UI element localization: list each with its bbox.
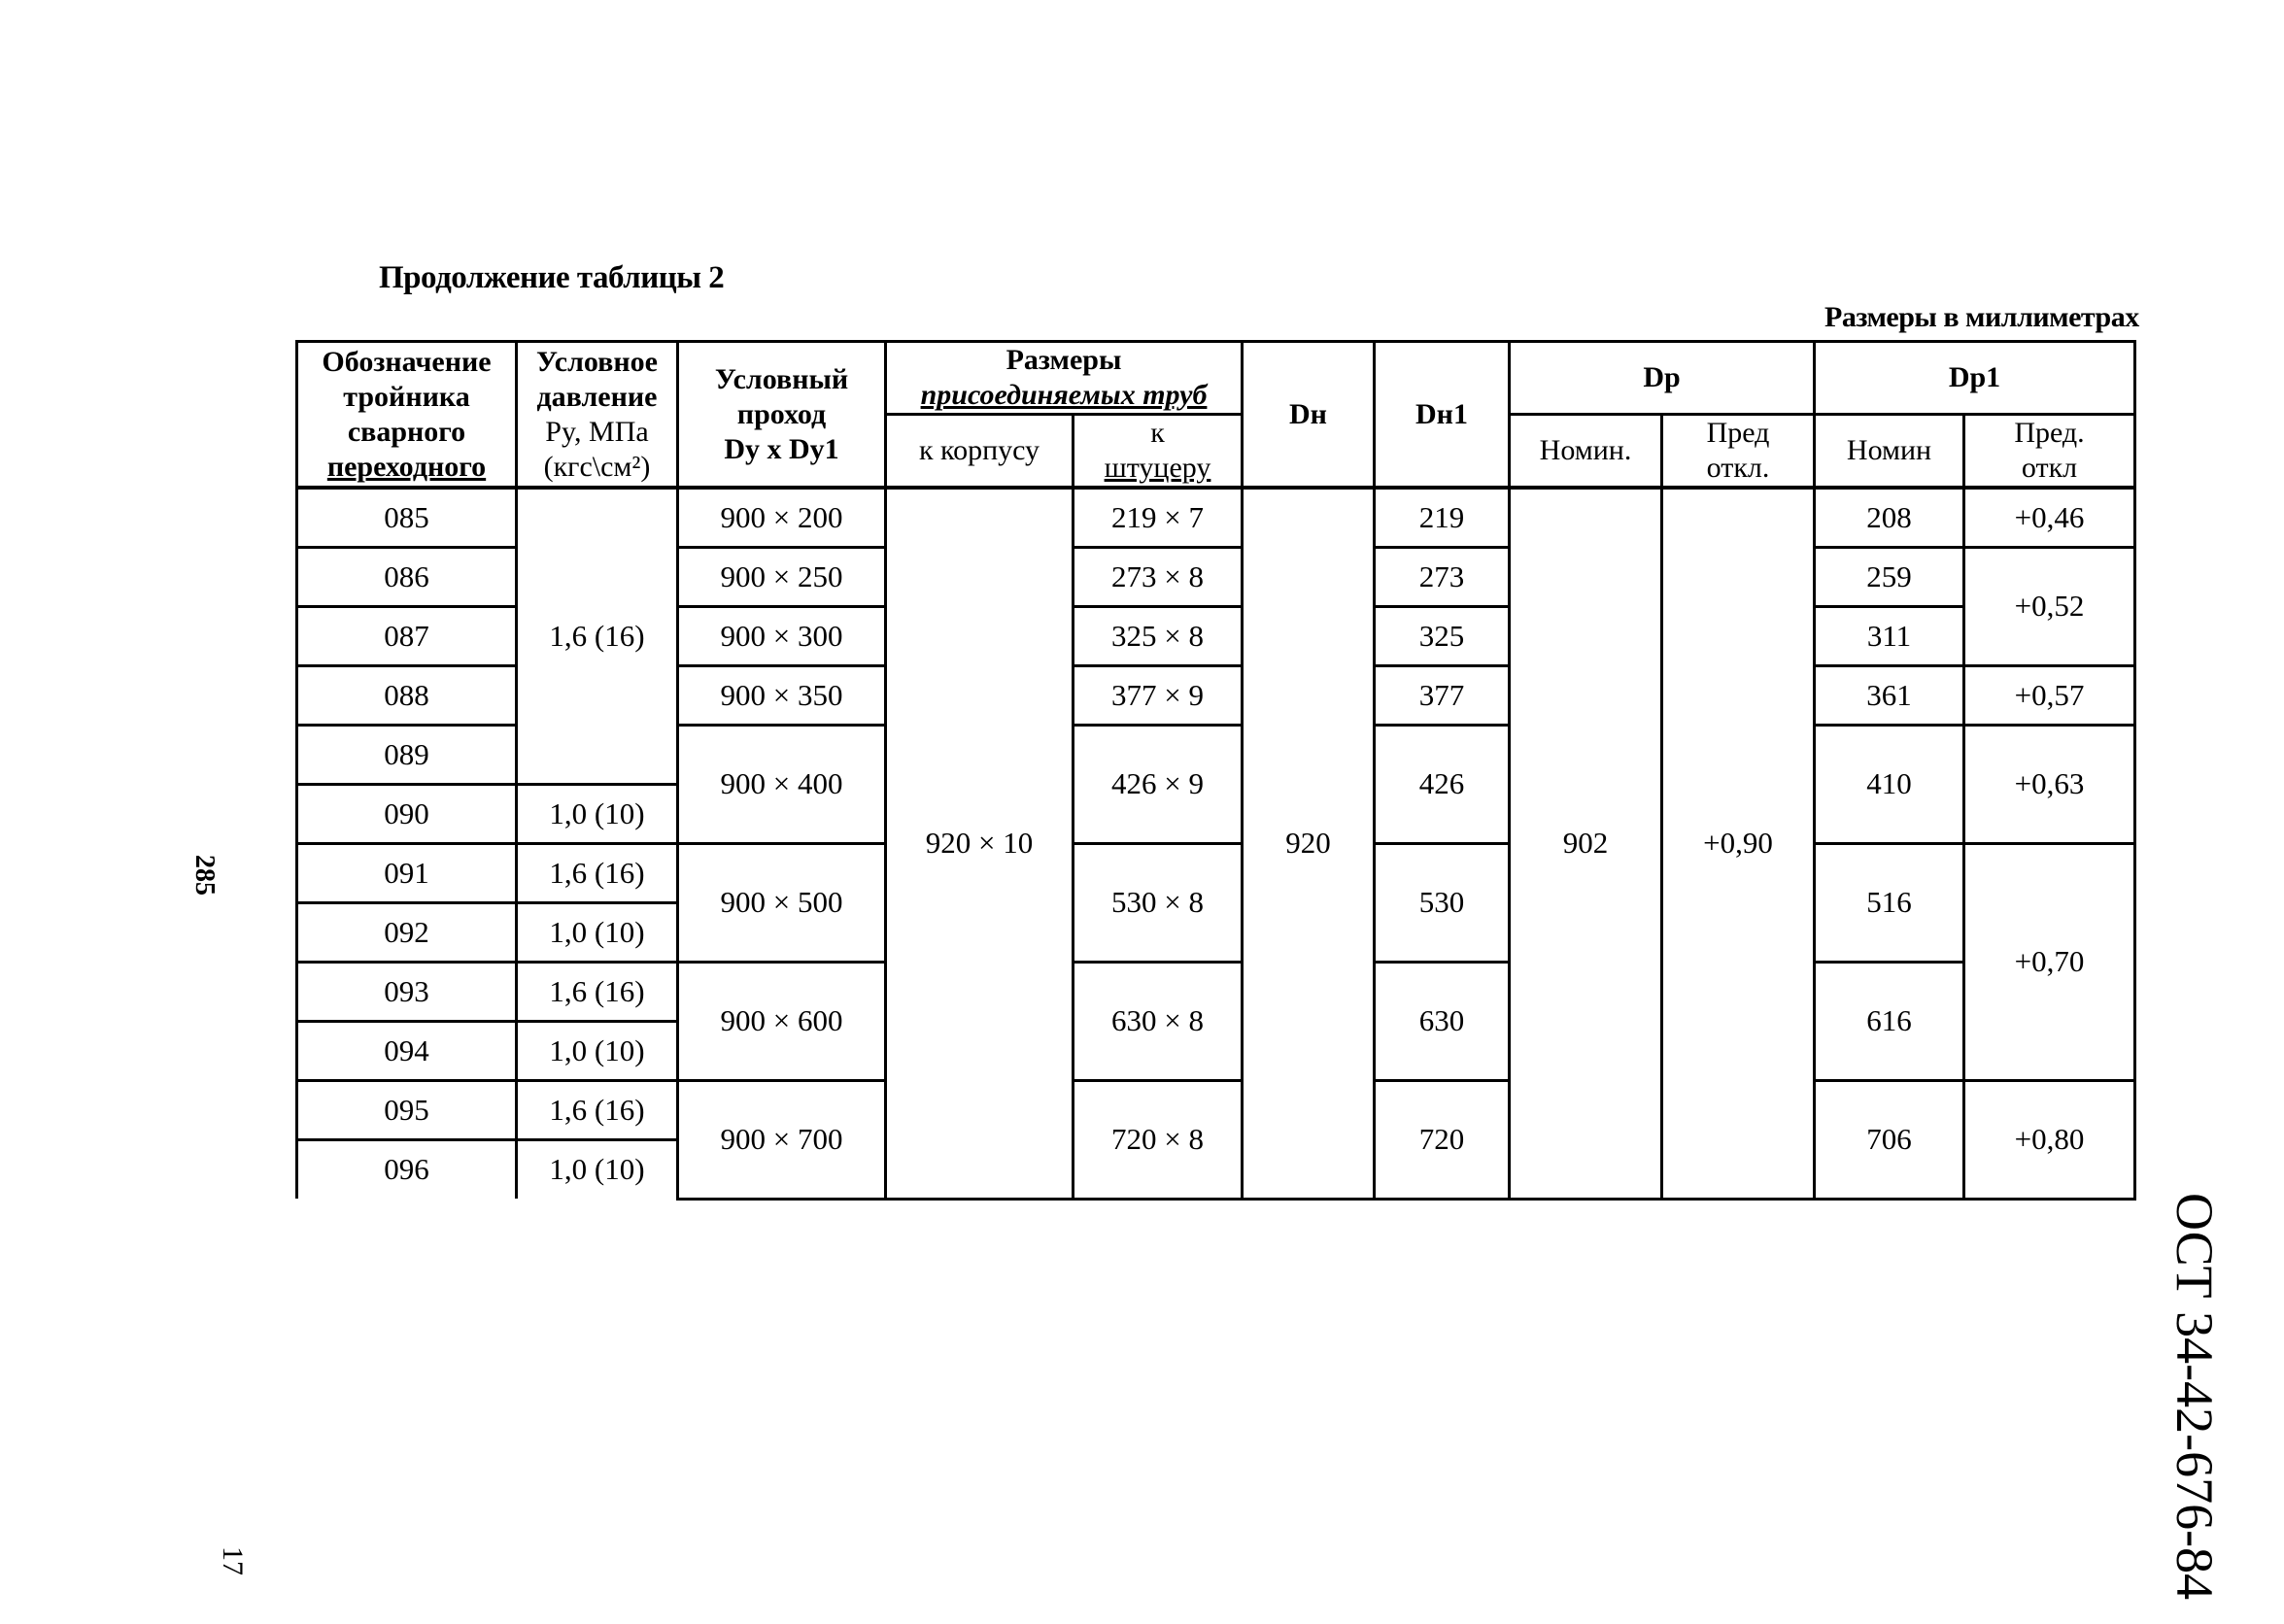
cell-dn1: 273 [1375,547,1510,606]
cell-dp1-nominal: 361 [1815,665,1964,725]
cell-passage: 900 × 300 [678,606,886,665]
cell-dp1-tolerance: +0,80 [1964,1080,2135,1199]
cell-pressure: 1,0 (10) [517,1021,678,1080]
cell-dn1: 426 [1375,725,1510,843]
cell-designation: 096 [297,1139,517,1199]
cell-designation: 087 [297,606,517,665]
header-to-body: к корпусу [886,415,1074,489]
cell-dp1-nominal: 410 [1815,725,1964,843]
cell-designation: 085 [297,488,517,547]
cell-dp1-nominal: 259 [1815,547,1964,606]
cell-pressure: 1,6 (16) [517,1080,678,1139]
cell-dp1-tolerance: +0,57 [1964,665,2135,725]
cell-designation: 092 [297,902,517,962]
standard-code: ОСТ 34-42-676-84 [2165,1193,2224,1601]
header-dp1-nominal: Номин [1815,415,1964,489]
cell-to-fitting: 273 × 8 [1074,547,1243,606]
cell-dp-nominal: 902 [1510,488,1662,1199]
header-dp-tolerance: Пред откл. [1662,415,1815,489]
cell-passage: 900 × 600 [678,962,886,1080]
cell-to-fitting: 426 × 9 [1074,725,1243,843]
cell-dn1: 377 [1375,665,1510,725]
cell-to-fitting: 325 × 8 [1074,606,1243,665]
book-page-number: 285 [189,855,220,896]
cell-dn: 920 [1243,488,1375,1199]
cell-designation: 091 [297,843,517,902]
cell-pressure: 1,6 (16) [517,843,678,902]
cell-dp1-nominal: 706 [1815,1080,1964,1199]
table-row [297,962,2135,1021]
cell-to-body: 920 × 10 [886,488,1074,1199]
cell-dp1-nominal: 311 [1815,606,1964,665]
cell-pressure: 1,0 (10) [517,902,678,962]
header-dn1: Dн1 [1375,342,1510,489]
cell-pressure: 1,6 (16) [517,962,678,1021]
cell-dp1-tolerance: +0,63 [1964,725,2135,843]
cell-designation: 094 [297,1021,517,1080]
cell-dp1-tolerance: +0,52 [1964,547,2135,665]
cell-passage: 900 × 400 [678,725,886,843]
cell-dp1-tolerance: +0,70 [1964,843,2135,1080]
cell-pressure: 1,0 (10) [517,1139,678,1199]
table-caption: Продолжение таблицы 2 [379,260,725,295]
cell-passage: 900 × 250 [678,547,886,606]
cell-designation: 095 [297,1080,517,1139]
header-dp-nominal: Номин. [1510,415,1662,489]
cell-dp1-nominal: 616 [1815,962,1964,1080]
cell-dn1: 530 [1375,843,1510,962]
header-dp1: Dp1 [1815,342,2135,415]
cell-designation: 086 [297,547,517,606]
cell-dp-tolerance: +0,90 [1662,488,1815,1199]
cell-designation: 093 [297,962,517,1021]
header-dn: Dн [1243,342,1375,489]
header-dp1-tolerance: Пред. откл [1964,415,2135,489]
cell-passage: 900 × 350 [678,665,886,725]
page-number: 17 [217,1546,249,1575]
cell-to-fitting: 530 × 8 [1074,843,1243,962]
header-dp: Dp [1510,342,1815,415]
cell-to-fitting: 630 × 8 [1074,962,1243,1080]
units-note: Размеры в миллиметрах [1824,301,2139,333]
table-row [297,488,2135,547]
cell-to-fitting: 720 × 8 [1074,1080,1243,1199]
cell-designation: 090 [297,784,517,843]
cell-to-fitting: 377 × 9 [1074,665,1243,725]
cell-passage: 900 × 700 [678,1080,886,1199]
cell-dn1: 325 [1375,606,1510,665]
cell-dn1: 630 [1375,962,1510,1080]
cell-dp1-tolerance: +0,46 [1964,488,2135,547]
cell-designation: 088 [297,665,517,725]
table-row [297,843,2135,902]
cell-dn1: 720 [1375,1080,1510,1199]
cell-passage: 900 × 200 [678,488,886,547]
header-to-fitting: к штуцеру [1074,415,1243,489]
cell-dp1-nominal: 208 [1815,488,1964,547]
header-pressure: Условное давление Py, МПа (кгс\см²) [517,342,678,489]
dimensions-table [295,340,2136,1201]
header-passage: Условный проход Dy x Dy1 [678,342,886,489]
cell-designation: 089 [297,725,517,784]
table-row [297,1080,2135,1139]
cell-pressure: 1,6 (16) [517,488,678,784]
cell-dp1-nominal: 516 [1815,843,1964,962]
cell-passage: 900 × 500 [678,843,886,962]
header-designation: Обозначение тройника сварного переходного [297,342,517,489]
cell-pressure: 1,0 (10) [517,784,678,843]
header-pipe-sizes: Размеры присоединяемых труб [886,342,1243,415]
cell-dn1: 219 [1375,488,1510,547]
cell-to-fitting: 219 × 7 [1074,488,1243,547]
